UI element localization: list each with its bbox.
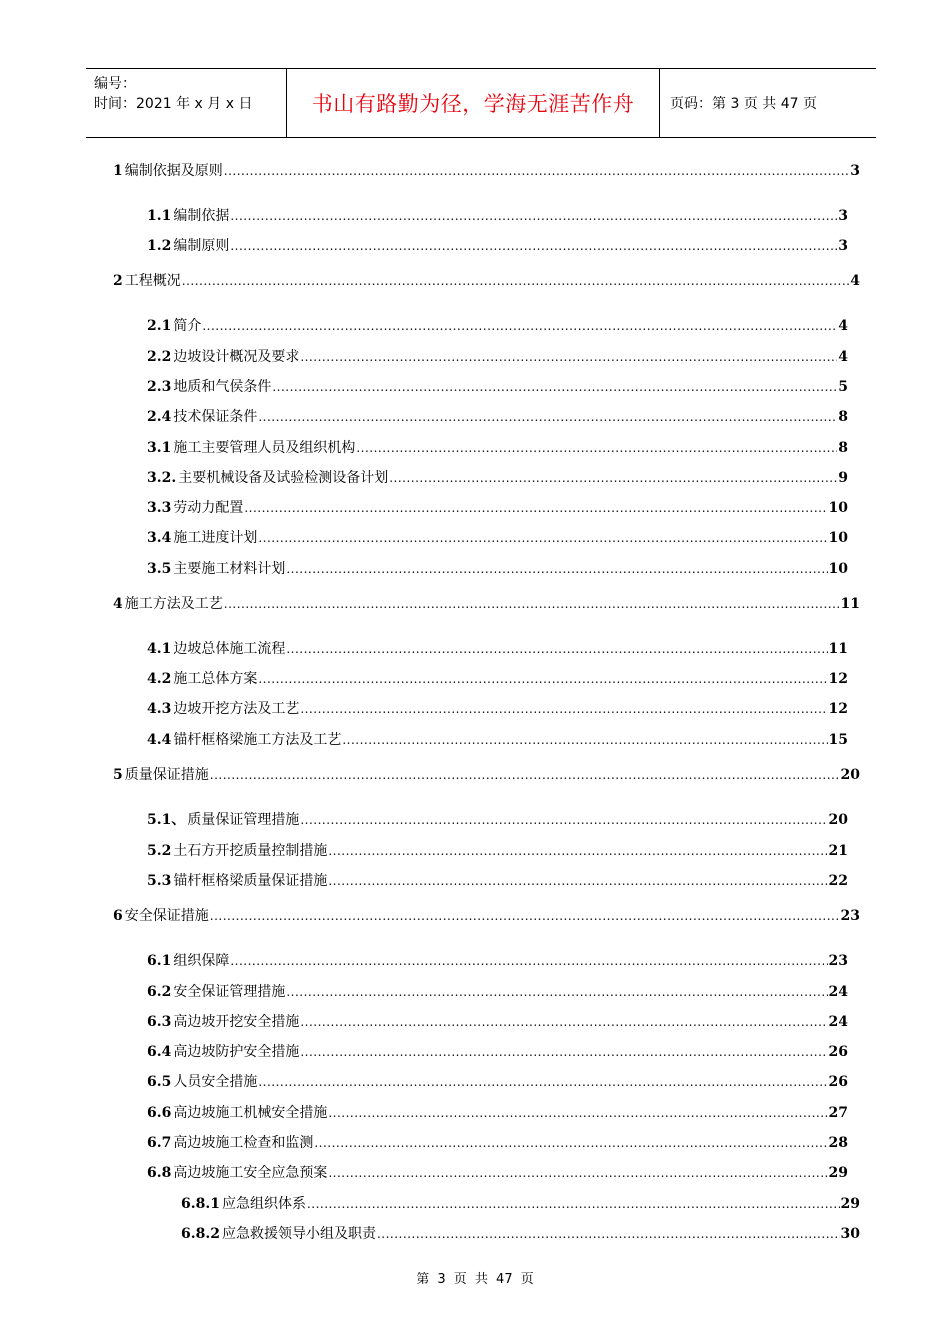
toc-entry[interactable]: 3.5 主要施工材料计划 ..... 10 xyxy=(147,560,848,578)
toc-entry[interactable]: 5.2 土石方开挖质量控制措施 ..... 21 xyxy=(147,842,848,860)
toc-entry[interactable]: 6.8 高边坡施工安全应急预案 ..... 29 xyxy=(147,1164,848,1182)
number-label: 编号： xyxy=(94,76,136,92)
toc-entry[interactable]: 3.2. 主要机械设备及试验检测设备计划 ..... 9 xyxy=(147,469,848,487)
toc-entry[interactable]: 2.4 技术保证条件 ..... 8 xyxy=(147,408,848,426)
toc-entry[interactable]: 5.3 锚杆框格梁质量保证措施 ..... 22 xyxy=(147,872,848,890)
toc-entry[interactable]: 6.1 组织保障 ..... 23 xyxy=(147,952,848,970)
toc-entry[interactable]: 6.7 高边坡施工检查和监测 ..... 28 xyxy=(147,1134,848,1152)
toc-entry[interactable]: 2 工程概况 ..... 4 xyxy=(113,272,860,290)
toc-entry[interactable]: 3.4 施工进度计划 ..... 10 xyxy=(147,529,848,547)
toc-entry[interactable]: 2.2 边坡设计概况及要求 ..... 4 xyxy=(147,348,848,366)
toc-entry[interactable]: 6 安全保证措施 ..... 23 xyxy=(113,907,860,925)
page-header xyxy=(86,68,876,138)
toc-entry[interactable]: 5 质量保证措施 ..... 20 xyxy=(113,766,860,784)
toc-entry[interactable]: 3.1 施工主要管理人员及组织机构 ..... 8 xyxy=(147,439,848,457)
time-label: 时间：2021 年 x 月 x 日 xyxy=(94,96,253,112)
toc-entry[interactable]: 4.4 锚杆框格梁施工方法及工艺 ..... 15 xyxy=(147,731,848,749)
page-footer: 第 3 页 共 47 页 xyxy=(416,1272,534,1287)
toc-entry[interactable]: 4 施工方法及工艺 ..... 11 xyxy=(113,595,860,613)
toc-entry[interactable]: 5.1、 质量保证管理措施 ..... 20 xyxy=(147,811,848,829)
toc-entry[interactable]: 6.5 人员安全措施 ..... 26 xyxy=(147,1073,848,1091)
toc-entry[interactable]: 6.3 高边坡开挖安全措施 ..... 24 xyxy=(147,1013,848,1031)
toc-entry[interactable]: 2.3 地质和气侯条件 ..... 5 xyxy=(147,378,848,396)
toc-entry[interactable]: 1.1 编制依据 ..... 3 xyxy=(147,207,848,225)
toc-entry[interactable]: 6.8.1 应急组织体系 ..... 29 xyxy=(181,1195,860,1213)
toc-entry[interactable]: 4.3 边坡开挖方法及工艺 ..... 12 xyxy=(147,700,848,718)
toc-entry[interactable]: 1 编制依据及原则 ..... 3 xyxy=(113,162,860,180)
toc-entry[interactable]: 1.2 编制原则 ..... 3 xyxy=(147,237,848,255)
header-meta xyxy=(86,69,286,137)
toc-entry[interactable]: 6.4 高边坡防护安全措施 ..... 26 xyxy=(147,1043,848,1061)
toc-entry[interactable]: 6.8.2 应急救援领导小组及职责 ..... 30 xyxy=(181,1225,860,1243)
toc-entry[interactable]: 6.2 安全保证管理措施 ..... 24 xyxy=(147,983,848,1001)
header-page-info: 页码：第 3 页 共 47 页 xyxy=(670,96,817,112)
toc-entry[interactable]: 4.1 边坡总体施工流程 ..... 11 xyxy=(147,640,848,658)
toc-entry[interactable]: 6.6 高边坡施工机械安全措施 ..... 27 xyxy=(147,1104,848,1122)
toc-entry[interactable]: 4.2 施工总体方案 ..... 12 xyxy=(147,670,848,688)
toc-entry[interactable]: 2.1 简介 ..... 4 xyxy=(147,317,848,335)
toc-entry[interactable]: 3.3 劳动力配置 ..... 10 xyxy=(147,499,848,517)
header-motto: 书山有路勤为径，学海无涯苦作舟 xyxy=(311,92,635,116)
